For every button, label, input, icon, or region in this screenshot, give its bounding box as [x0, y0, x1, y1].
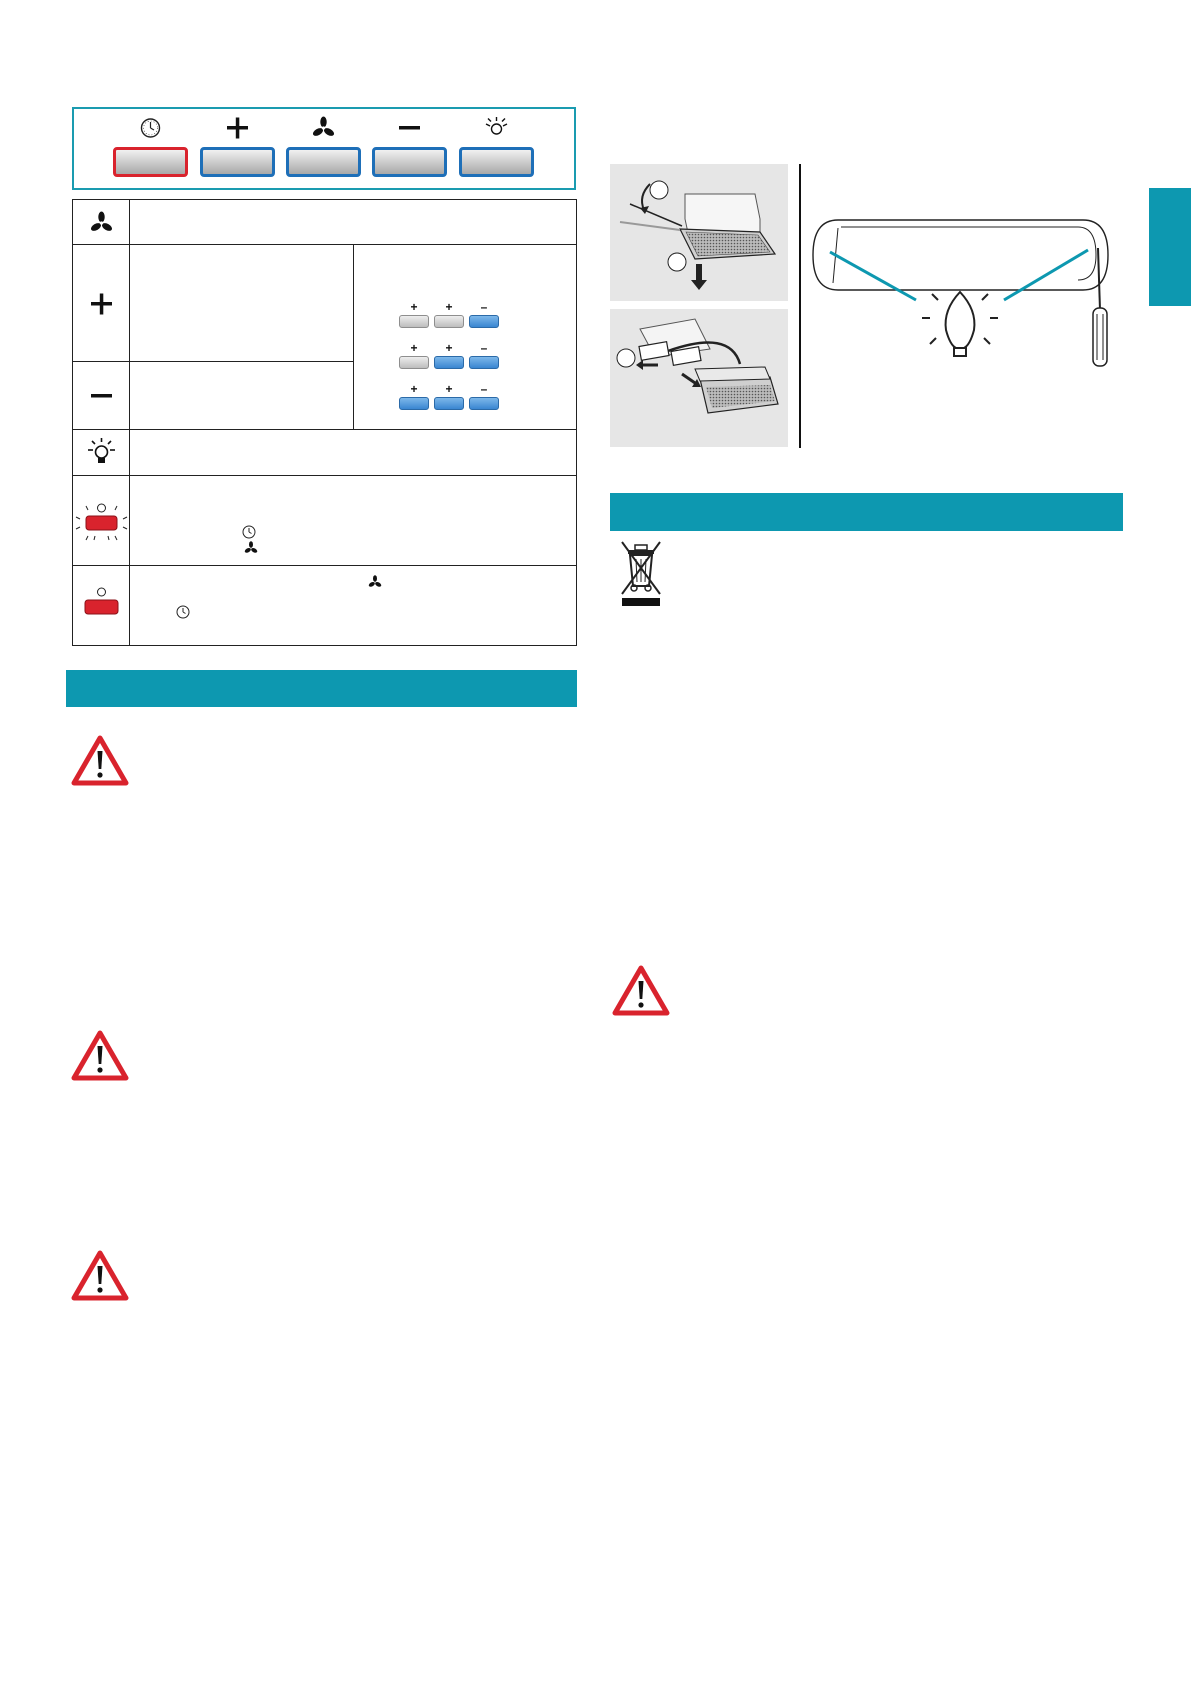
- warning-triangle-icon: [71, 1030, 129, 1087]
- clock-icon: [113, 113, 188, 143]
- vertical-divider: [799, 164, 801, 448]
- speed-indicator-blue: [399, 397, 429, 410]
- table-row-timer-on: [72, 566, 577, 646]
- speed-label: +: [445, 382, 453, 396]
- speed-label: +: [410, 341, 418, 355]
- table-row-fan: [72, 199, 577, 245]
- speed-label: +: [445, 300, 453, 314]
- speed-label: –: [480, 341, 488, 355]
- speed-label: +: [410, 382, 418, 396]
- minus-icon: [73, 362, 130, 429]
- table-row-minus: [72, 362, 354, 430]
- function-table: [72, 199, 577, 645]
- warning-triangle-icon: [71, 1250, 129, 1307]
- table-row-plus: [72, 245, 354, 362]
- connector-removal-illustration: [610, 309, 788, 447]
- speed-label: –: [480, 382, 488, 396]
- speed-indicator-grey: [434, 315, 464, 328]
- speed-indicator-cell: [353, 245, 577, 430]
- speed-label: +: [445, 341, 453, 355]
- language-tab[interactable]: [1149, 188, 1191, 306]
- minus-button[interactable]: [372, 147, 447, 177]
- speed-indicator-grey: [399, 315, 429, 328]
- speed-label: +: [410, 300, 418, 314]
- section-header-bar-left: [66, 670, 577, 707]
- fan-icon: [243, 540, 259, 561]
- warning-triangle-icon: [612, 965, 670, 1022]
- speed-indicator-blue: [434, 397, 464, 410]
- plus-icon: [73, 245, 130, 361]
- section-header-bar-right: [610, 493, 1123, 531]
- speed-label: –: [480, 300, 488, 314]
- fan-icon: [367, 574, 383, 595]
- fan-icon: [73, 200, 130, 244]
- plus-button[interactable]: [200, 147, 275, 177]
- warning-triangle-icon: [71, 735, 129, 792]
- light-button[interactable]: [459, 147, 534, 177]
- timer-button[interactable]: [113, 147, 188, 177]
- fan-icon: [286, 113, 361, 143]
- table-row-timer-flashing: [72, 476, 577, 566]
- filter-removal-illustration: [610, 164, 788, 301]
- speed-indicator-grid: [399, 300, 549, 420]
- bulb-icon: [922, 292, 998, 356]
- speed-indicator-blue: [434, 356, 464, 369]
- control-panel: [72, 107, 576, 190]
- fan-button[interactable]: [286, 147, 361, 177]
- clock-icon: [175, 604, 191, 625]
- lamp-replacement-illustration: [808, 210, 1128, 380]
- light-icon: [73, 430, 130, 475]
- speed-indicator-blue: [469, 397, 499, 410]
- speed-indicator-grey: [399, 356, 429, 369]
- crossed-bin-icon: [616, 538, 666, 613]
- speed-indicator-blue: [469, 356, 499, 369]
- speed-indicator-blue: [469, 315, 499, 328]
- timer-on-icon: [73, 566, 130, 645]
- timer-flashing-icon: [73, 476, 130, 565]
- minus-icon: [372, 113, 447, 143]
- table-row-light: [72, 430, 577, 476]
- light-icon: [459, 113, 534, 143]
- plus-icon: [200, 113, 275, 143]
